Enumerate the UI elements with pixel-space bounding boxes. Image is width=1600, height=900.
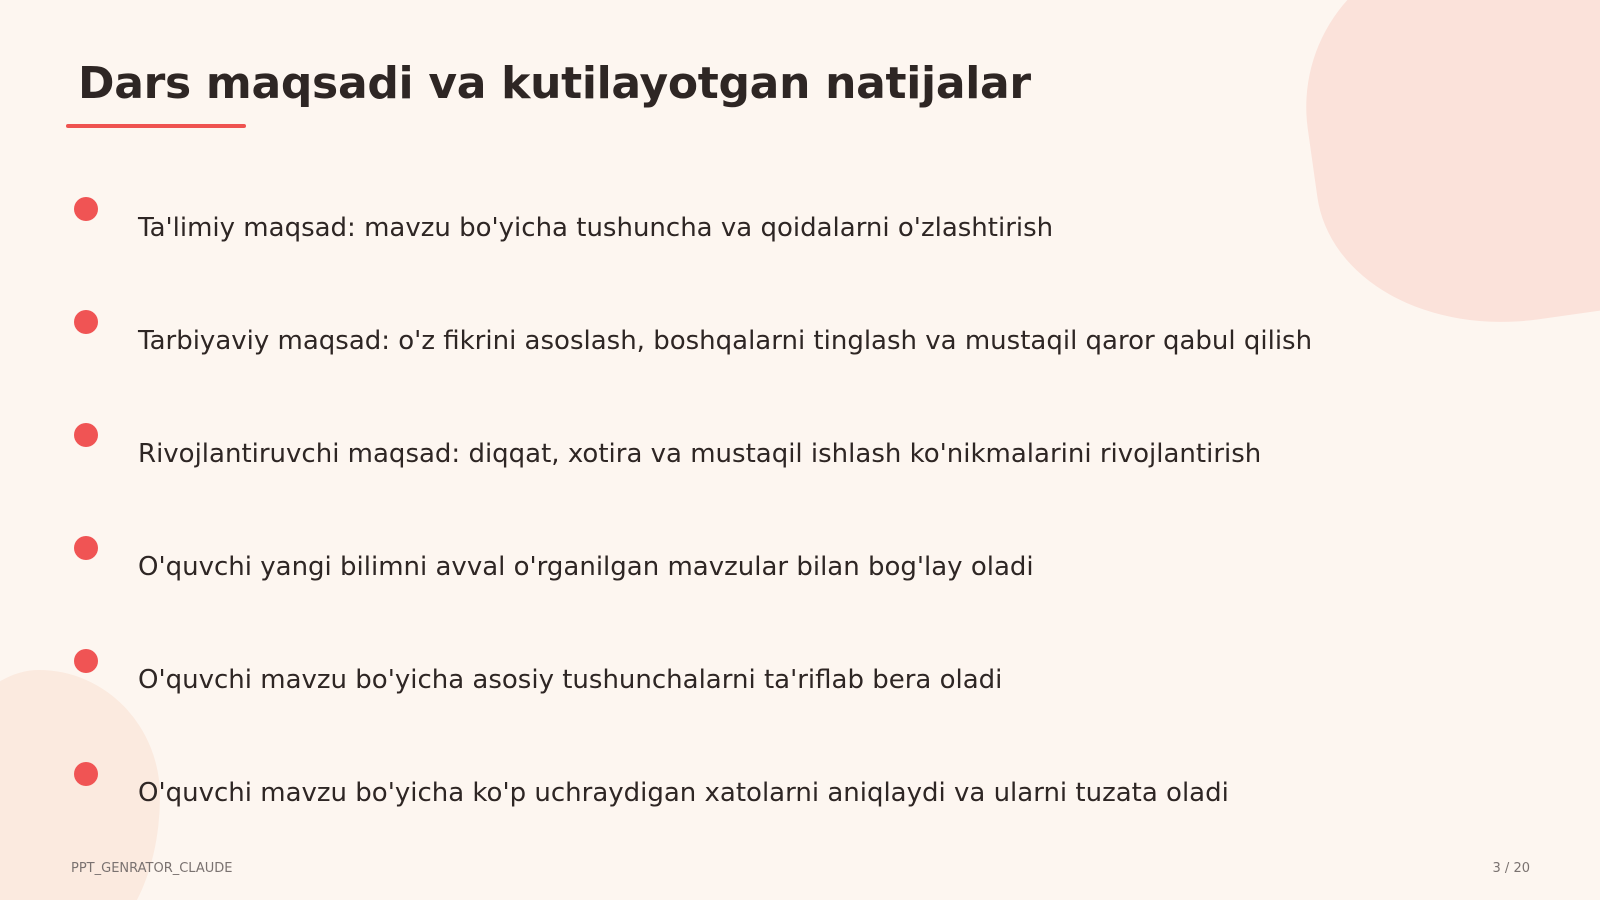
slide-title: Dars maqsadi va kutilayotgan natijalar [78, 58, 1031, 109]
bullet-item [0, 649, 1400, 709]
title-underline [66, 124, 246, 128]
bullet-item [0, 423, 1400, 483]
bullet-dot [74, 536, 98, 560]
bullet-item [0, 536, 1400, 596]
bullet-text: Ta'limiy maqsad: mavzu bo'yicha tushuncha va qoidalarni o'zlashtirish [138, 213, 1054, 243]
bullet-dot [74, 197, 98, 221]
bullet-text: O'quvchi mavzu bo'yicha asosiy tushunchalarni ta'riflab bera oladi [138, 665, 1003, 695]
bullet-text: O'quvchi yangi bilimni avval o'rganilgan mavzular bilan bog'lay oladi [138, 552, 1034, 582]
bullet-dot [74, 423, 98, 447]
bullet-dot [74, 649, 98, 673]
bullet-dot [74, 310, 98, 334]
bullet-text: O'quvchi mavzu bo'yicha ko'p uchraydigan xatolarni aniqlaydi va ularni tuzata oladi [138, 778, 1229, 808]
bullet-text: Rivojlantiruvchi maqsad: diqqat, xotira va mustaqil ishlash ko'nikmalarini rivojlantirish [138, 439, 1262, 469]
bullet-item [0, 762, 1400, 822]
decorative-blob-top-right [1286, 0, 1600, 347]
bullet-item [0, 310, 1400, 370]
bullet-text: Tarbiyaviy maqsad: o'z fikrini asoslash, boshqalarni tinglash va mustaqil qaror qabul qilish [138, 326, 1313, 356]
footer-source-label: PPT_GENRATOR_CLAUDE [71, 861, 233, 876]
page-indicator: 3 / 20 [1492, 861, 1530, 876]
bullet-item [0, 197, 1400, 257]
bullet-dot [74, 762, 98, 786]
